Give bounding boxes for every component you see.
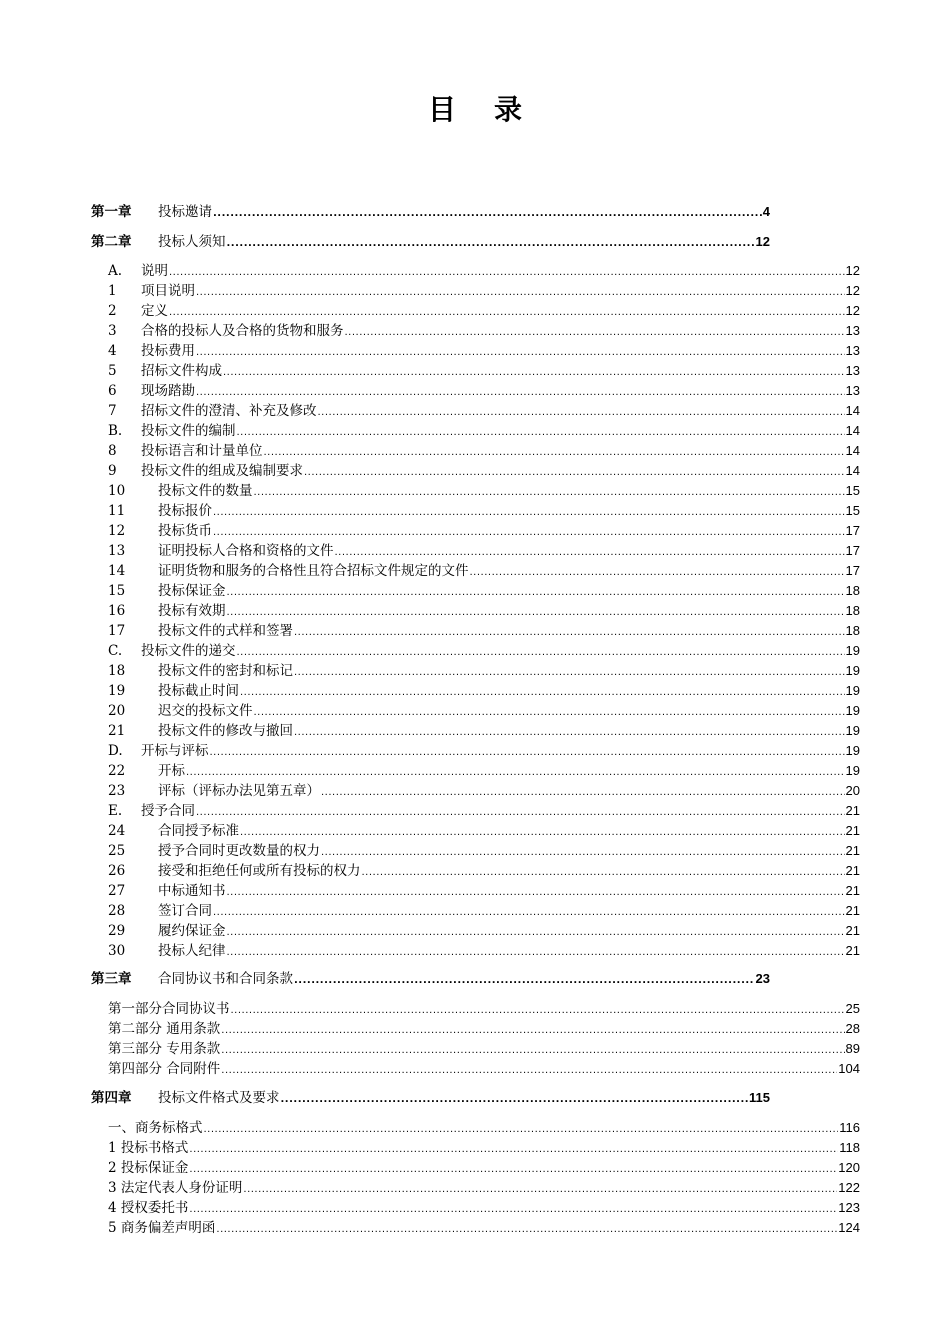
toc-entry[interactable] [108, 1020, 860, 1038]
dot-leader [213, 524, 845, 542]
toc-entry-label: 授予合同 [141, 803, 195, 819]
toc-entry-label: 证明投标人合格和资格的文件 [158, 543, 334, 559]
toc-entry[interactable] [108, 322, 860, 340]
toc-entry-number: 26 [108, 863, 126, 879]
toc-entry-label: 中标通知书 [158, 883, 226, 899]
toc-entry[interactable] [108, 442, 860, 460]
toc-entry-label: 签订合同 [158, 903, 212, 919]
toc-entry-page-number: 14 [845, 423, 860, 438]
toc-entry-number: 22 [108, 763, 126, 779]
toc-entry-page-number: 123 [838, 1200, 860, 1215]
toc-entry-page-number: 14 [845, 443, 860, 458]
toc-entry-number: 第四章 [91, 1090, 132, 1106]
toc-entry-number: 23 [108, 783, 126, 799]
dot-leader [227, 924, 845, 942]
toc-entry-label: 投标邀请 [158, 204, 212, 220]
dot-leader [237, 424, 845, 442]
toc-entry-label: 投标保证金 [158, 583, 226, 599]
toc-entry-page-number: 13 [845, 323, 860, 338]
toc-entry-number: 27 [108, 883, 126, 899]
dot-leader [221, 1062, 837, 1080]
toc-entry-number: E. [108, 803, 123, 819]
dot-leader [204, 1121, 839, 1139]
toc-entry-label: 投标文件的密封和标记 [158, 663, 293, 679]
toc-entry-number: A. [108, 263, 123, 279]
toc-entry-label: 投标文件的组成及编制要求 [141, 463, 303, 479]
toc-entry[interactable] [108, 882, 860, 900]
toc-entry-page-number: 12 [845, 283, 860, 298]
dot-leader [281, 1091, 749, 1109]
toc-entry[interactable] [108, 1119, 860, 1137]
dot-leader [227, 944, 845, 962]
toc-entry[interactable] [108, 582, 860, 600]
toc-entry-number: 7 [108, 403, 117, 419]
toc-entry-label: 5 商务偏差声明函 [108, 1220, 216, 1236]
toc-entry-page-number: 12 [845, 263, 860, 278]
toc-entry-page-number: 20 [845, 783, 860, 798]
dot-leader [213, 504, 845, 522]
title-char-2: 录 [494, 93, 523, 126]
dot-leader [227, 604, 845, 622]
dot-leader [345, 324, 845, 342]
toc-entry[interactable] [108, 602, 860, 620]
toc-entry[interactable] [108, 862, 860, 880]
dot-leader [294, 624, 845, 642]
toc-entry-page-number: 104 [838, 1061, 860, 1076]
toc-chapter-entry[interactable] [91, 970, 770, 988]
dot-leader [240, 684, 845, 702]
toc-entry-label: 说明 [141, 263, 168, 279]
title-char-1: 目 [427, 93, 456, 126]
dot-leader [231, 1002, 845, 1020]
toc-entry[interactable] [108, 842, 860, 860]
toc-entry[interactable] [108, 482, 860, 500]
dot-leader [264, 444, 845, 462]
dot-leader [169, 264, 845, 282]
toc-entry-label: 投标文件的递交 [141, 643, 236, 659]
toc-entry-page-number: 12 [845, 303, 860, 318]
toc-entry-number: 13 [108, 543, 126, 559]
toc-entry-page-number: 118 [839, 1140, 860, 1155]
toc-entry-page-number: 89 [845, 1041, 860, 1056]
toc-entry-label: 招标文件构成 [141, 363, 222, 379]
dot-leader [189, 1201, 837, 1219]
toc-entry-number: C. [108, 643, 123, 659]
toc-entry[interactable] [108, 782, 860, 800]
dot-leader [189, 1141, 838, 1159]
dot-leader [196, 284, 845, 302]
toc-entry[interactable] [108, 822, 860, 840]
toc-entry[interactable] [108, 402, 860, 420]
dot-leader [196, 804, 845, 822]
toc-entry-label: 证明货物和服务的合格性且符合招标文件规定的文件 [158, 563, 469, 579]
page-title [0, 88, 950, 128]
dot-leader [210, 744, 845, 762]
toc-entry-page-number: 19 [845, 743, 860, 758]
toc-entry-page-number: 19 [845, 723, 860, 738]
toc-entry-label: 投标语言和计量单位 [141, 443, 263, 459]
dot-leader [189, 1161, 837, 1179]
toc-entry-label: 第一部分合同协议书 [108, 1001, 230, 1017]
toc-entry-page-number: 28 [845, 1021, 860, 1036]
dot-leader [216, 1221, 837, 1239]
toc-entry-number: 14 [108, 563, 126, 579]
toc-entry-number: 16 [108, 603, 126, 619]
toc-entry-page-number: 13 [845, 383, 860, 398]
toc-entry-number: 8 [108, 443, 117, 459]
toc-entry-number: 24 [108, 823, 126, 839]
dot-leader [221, 1022, 844, 1040]
dot-leader [294, 664, 845, 682]
toc-entry[interactable] [108, 262, 860, 280]
toc-entry-page-number: 4 [762, 204, 770, 219]
toc-entry[interactable] [108, 722, 860, 740]
toc-entry-page-number: 25 [845, 1001, 860, 1016]
toc-entry-page-number: 23 [755, 971, 770, 986]
toc-entry-number: 第三章 [91, 971, 132, 987]
toc-entry-number: 第二章 [91, 234, 132, 250]
toc-entry[interactable] [108, 362, 860, 380]
toc-entry-number: 18 [108, 663, 126, 679]
toc-chapter-entry[interactable] [91, 1089, 770, 1107]
toc-entry-label: 投标货币 [158, 523, 212, 539]
toc-entry[interactable] [108, 902, 860, 920]
toc-entry-page-number: 21 [845, 803, 860, 818]
toc-entry[interactable] [108, 382, 860, 400]
dot-leader [227, 584, 845, 602]
toc-entry-page-number: 19 [845, 643, 860, 658]
toc-entry[interactable] [108, 422, 860, 440]
toc-entry-page-number: 15 [845, 483, 860, 498]
toc-entry[interactable] [108, 302, 860, 320]
toc-entry-number: 12 [108, 523, 126, 539]
toc-entry-label: 投标文件格式及要求 [158, 1090, 280, 1106]
toc-entry-page-number: 14 [845, 403, 860, 418]
toc-entry-label: 开标与评标 [141, 743, 209, 759]
toc-entry-label: 投标截止时间 [158, 683, 239, 699]
dot-leader [294, 972, 755, 990]
toc-entry-number: 9 [108, 463, 117, 479]
toc-entry-page-number: 120 [838, 1160, 860, 1175]
toc-entry-page-number: 18 [845, 623, 860, 638]
toc-entry-label: 投标报价 [158, 503, 212, 519]
dot-leader [335, 544, 845, 562]
toc-entry-label: 履约保证金 [158, 923, 226, 939]
toc-entry-number: 11 [108, 503, 126, 519]
toc-entry-number: 25 [108, 843, 126, 859]
toc-entry[interactable] [108, 1179, 860, 1197]
toc-entry-number: 2 [108, 303, 117, 319]
toc-entry[interactable] [108, 942, 860, 960]
toc-entry[interactable] [108, 522, 860, 540]
dot-leader [169, 304, 845, 322]
toc-entry-label: 定义 [141, 303, 168, 319]
toc-entry[interactable] [108, 1219, 860, 1237]
toc-entry-label: 合格的投标人及合格的货物和服务 [141, 323, 344, 339]
toc-entry-label: 开标 [158, 763, 185, 779]
dot-leader [196, 384, 845, 402]
dot-leader [254, 484, 845, 502]
toc-entry[interactable] [108, 282, 860, 300]
toc-entry-number: 20 [108, 703, 126, 719]
toc-entry-number: 5 [108, 363, 117, 379]
toc-entry[interactable] [108, 642, 860, 660]
toc-entry-page-number: 21 [845, 883, 860, 898]
dot-leader [240, 824, 845, 842]
toc-entry-label: 投标人须知 [158, 234, 226, 250]
toc-entry-page-number: 17 [845, 563, 860, 578]
toc-entry[interactable] [108, 702, 860, 720]
toc-entry-label: 现场踏勘 [141, 383, 195, 399]
toc-entry-page-number: 17 [845, 543, 860, 558]
toc-entry[interactable] [108, 762, 860, 780]
toc-entry[interactable] [108, 562, 860, 580]
toc-entry-label: 合同授予标准 [158, 823, 239, 839]
toc-entry-page-number: 115 [749, 1090, 770, 1105]
toc-entry-number: 19 [108, 683, 126, 699]
dot-leader [223, 364, 845, 382]
toc-entry-label: 迟交的投标文件 [158, 703, 253, 719]
dot-leader [213, 904, 845, 922]
toc-entry-number: 29 [108, 923, 126, 939]
toc-entry-page-number: 17 [845, 523, 860, 538]
toc-entry-number: B. [108, 423, 123, 439]
toc-entry-page-number: 18 [845, 603, 860, 618]
toc-entry[interactable] [108, 1199, 860, 1217]
toc-entry-label: 4 授权委托书 [108, 1200, 189, 1216]
toc-entry-label: 2 投标保证金 [108, 1160, 189, 1176]
toc-entry-number: 1 [108, 283, 117, 299]
dot-leader [237, 644, 845, 662]
toc-entry-number: D. [108, 743, 123, 759]
toc-entry-page-number: 21 [845, 923, 860, 938]
toc-entry-page-number: 18 [845, 583, 860, 598]
dot-leader [243, 1181, 837, 1199]
dot-leader [321, 844, 845, 862]
toc-entry-page-number: 15 [845, 503, 860, 518]
dot-leader [186, 764, 845, 782]
toc-entry[interactable] [108, 542, 860, 560]
toc-entry-page-number: 21 [845, 823, 860, 838]
toc-entry-number: 28 [108, 903, 126, 919]
toc-entry[interactable] [108, 1040, 860, 1058]
dot-leader [254, 704, 845, 722]
toc-entry-label: 合同协议书和合同条款 [158, 971, 293, 987]
dot-leader [304, 464, 845, 482]
toc-entry-number: 17 [108, 623, 126, 639]
toc-entry-label: 招标文件的澄清、补充及修改 [141, 403, 317, 419]
dot-leader [321, 784, 845, 802]
toc-entry-page-number: 21 [845, 843, 860, 858]
toc-entry-label: 项目说明 [141, 283, 195, 299]
toc-entry-number: 15 [108, 583, 126, 599]
dot-leader [294, 724, 845, 742]
toc-entry[interactable] [108, 622, 860, 640]
toc-entry-number: 21 [108, 723, 126, 739]
toc-entry-number: 4 [108, 343, 117, 359]
toc-entry-label: 第二部分 通用条款 [108, 1021, 221, 1037]
toc-entry-page-number: 122 [838, 1180, 860, 1195]
toc-entry-page-number: 21 [845, 903, 860, 918]
toc-entry-label: 投标文件的式样和签署 [158, 623, 293, 639]
toc-entry-label: 第四部分 合同附件 [108, 1061, 221, 1077]
toc-entry-page-number: 13 [845, 363, 860, 378]
dot-leader [318, 404, 845, 422]
toc-entry-page-number: 116 [839, 1120, 860, 1135]
dot-leader [213, 205, 762, 223]
toc-entry-label: 投标文件的数量 [158, 483, 253, 499]
toc-entry-label: 3 法定代表人身份证明 [108, 1180, 243, 1196]
toc-entry-label: 一、商务标格式 [108, 1120, 203, 1136]
toc-entry-page-number: 19 [845, 703, 860, 718]
toc-entry-page-number: 19 [845, 663, 860, 678]
dot-leader [196, 344, 845, 362]
toc-entry[interactable] [108, 1159, 860, 1177]
dot-leader [227, 235, 755, 253]
toc-entry[interactable] [108, 922, 860, 940]
dot-leader [221, 1042, 844, 1060]
toc-entry-label: 投标有效期 [158, 603, 226, 619]
toc-entry-page-number: 12 [755, 234, 770, 249]
toc-entry-page-number: 19 [845, 763, 860, 778]
toc-entry-label: 投标文件的编制 [141, 423, 236, 439]
toc-entry-label: 1 投标书格式 [108, 1140, 189, 1156]
toc-entry-number: 第一章 [91, 204, 132, 220]
toc-entry[interactable] [108, 502, 860, 520]
toc-entry-label: 接受和拒绝任何或所有投标的权力 [158, 863, 361, 879]
toc-entry[interactable] [108, 1000, 860, 1018]
toc-entry-label: 投标文件的修改与撤回 [158, 723, 293, 739]
toc-entry-page-number: 21 [845, 863, 860, 878]
toc-entry-label: 评标（评标办法见第五章） [158, 783, 320, 799]
toc-entry-page-number: 14 [845, 463, 860, 478]
toc-chapter-entry[interactable] [91, 233, 770, 251]
toc-chapter-entry[interactable] [91, 203, 770, 221]
toc-entry[interactable] [108, 662, 860, 680]
toc-entry-label: 投标人纪律 [158, 943, 226, 959]
toc-entry-label: 授予合同时更改数量的权力 [158, 843, 320, 859]
toc-entry-number: 6 [108, 383, 117, 399]
toc-entry[interactable] [108, 802, 860, 820]
toc-entry-label: 投标费用 [141, 343, 195, 359]
dot-leader [470, 564, 845, 582]
dot-leader [362, 864, 845, 882]
toc-entry[interactable] [108, 682, 860, 700]
toc-entry[interactable] [108, 1060, 860, 1078]
toc-entry-number: 3 [108, 323, 117, 339]
toc-entry-page-number: 19 [845, 683, 860, 698]
toc-entry-page-number: 13 [845, 343, 860, 358]
toc-entry[interactable] [108, 1139, 860, 1157]
toc-entry-page-number: 124 [838, 1220, 860, 1235]
dot-leader [227, 884, 845, 902]
toc-entry-number: 30 [108, 943, 126, 959]
toc-entry-number: 10 [108, 483, 126, 499]
toc-entry-page-number: 21 [845, 943, 860, 958]
toc-entry[interactable] [108, 462, 860, 480]
toc-entry[interactable] [108, 342, 860, 360]
toc-entry-label: 第三部分 专用条款 [108, 1041, 221, 1057]
toc-entry[interactable] [108, 742, 860, 760]
